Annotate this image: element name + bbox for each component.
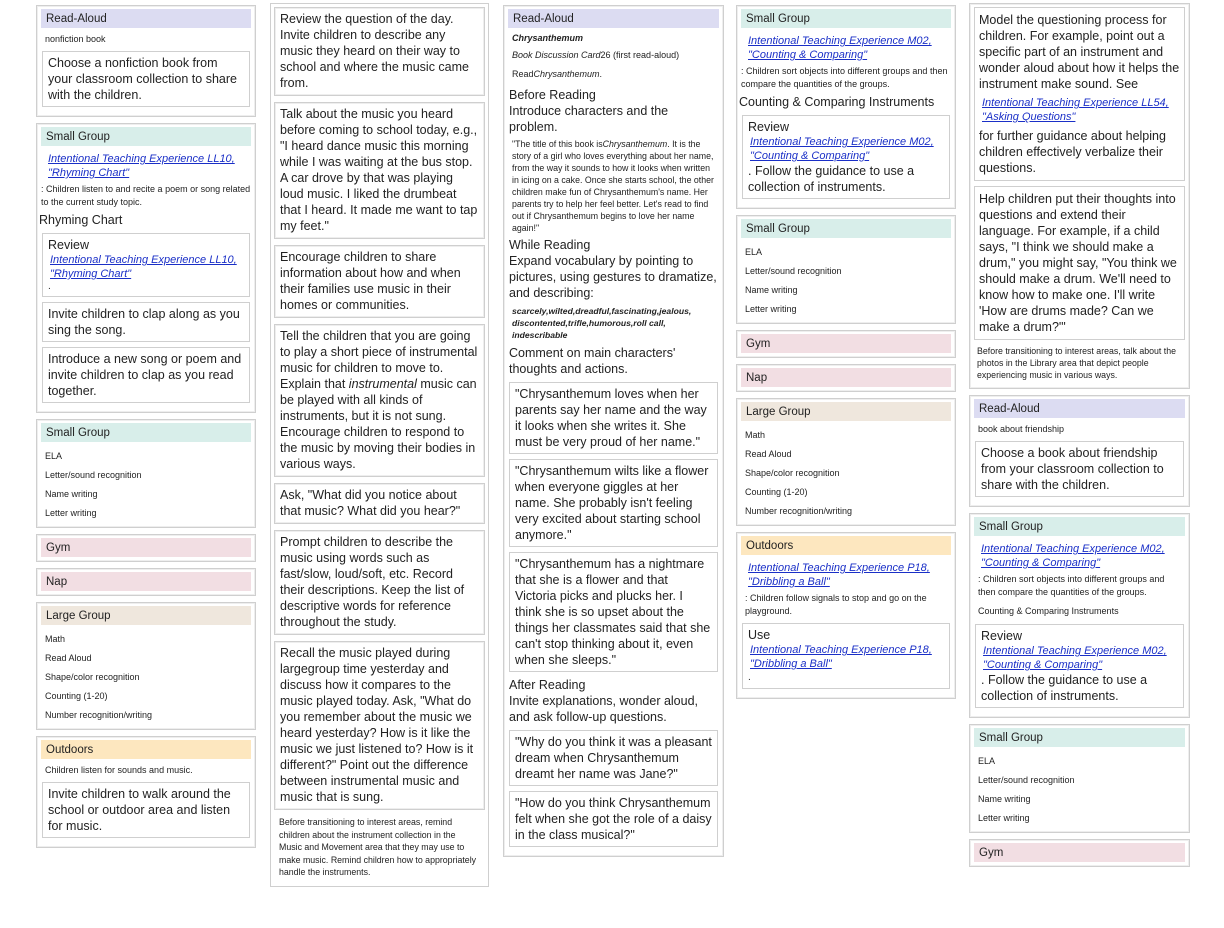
list-item: Number recognition/writing — [745, 506, 853, 516]
card-header: Small Group — [741, 219, 951, 238]
card-header: Small Group — [974, 517, 1185, 536]
column-5 — [969, 3, 1187, 873]
activity-text: Invite children to walk around the school or outdoor area and listen for music. — [42, 782, 250, 838]
activity-text: Recall the music played during largegroup time yesterday and discuss how it compares to the music played today. Ask, "What do you remember about the music we heard yesterday? How is it like the music we just listened to? How is it different?" Point out the difference between instrumental music and music that is sung. — [274, 641, 485, 810]
review-box — [975, 624, 1184, 708]
activity-text: Ask, "What did you notice about that music? What did you hear?" — [274, 483, 485, 524]
gym-card — [36, 534, 256, 562]
list-item: Number recognition/writing — [45, 710, 153, 720]
review-link[interactable]: Intentional Teaching Experience M02, "Counting & Comparing" — [983, 645, 1167, 671]
use-box — [742, 623, 950, 689]
card-header: Large Group — [41, 606, 251, 625]
experience-link[interactable]: Intentional Teaching Experience M02, "Counting & Comparing" — [748, 35, 932, 61]
card-header: Gym — [741, 334, 951, 353]
activity-text: Choose a nonfiction book from your classroom collection to share with the children. — [42, 51, 250, 107]
experience-link[interactable]: Intentional Teaching Experience P18, "Dribbling a Ball" — [748, 562, 930, 588]
card-header: Small Group — [974, 728, 1185, 747]
list-item: Letter/sound recognition — [978, 775, 1075, 785]
card-header: Read-Aloud — [41, 9, 251, 28]
activity-text: Encourage children to share information about how and when their families use music in their homes or communities. — [274, 245, 485, 318]
activity-text: Invite children to clap along as you sing the song. — [42, 302, 250, 342]
list-item: ELA — [745, 247, 763, 257]
activity-text: Prompt children to describe the music using words such as fast/slow, loud/soft, etc. Record their descriptions. Keep the list of descriptive words for reference throughout the study. — [274, 530, 485, 635]
list-item: ELA — [45, 451, 63, 461]
section-text: Introduce characters and the problem. — [509, 104, 669, 134]
outdoors-card — [36, 736, 256, 848]
nap-card — [736, 364, 956, 392]
list-item: Letter/sound recognition — [45, 470, 142, 480]
column-1 — [36, 5, 254, 854]
list-item: Letter writing — [745, 304, 797, 314]
list-item: Name writing — [978, 794, 1031, 804]
activity-text: Choose a book about friendship from your classroom collection to share with the children. — [975, 441, 1184, 497]
readaloud-card — [969, 395, 1190, 507]
review-label: Review — [748, 120, 789, 134]
largegroup-card — [736, 398, 956, 526]
gym-card — [736, 330, 956, 358]
smallgroup-card — [736, 215, 956, 324]
card-header: Small Group — [41, 423, 251, 442]
review-link[interactable]: Intentional Teaching Experience M02, "Counting & Comparing" — [750, 136, 934, 162]
list-item: Letter writing — [45, 508, 97, 518]
list-item: Counting (1-20) — [745, 487, 808, 497]
list-item: Counting (1-20) — [45, 691, 108, 701]
card-header: Nap — [741, 368, 951, 387]
card-subtitle: nonfiction book — [45, 34, 106, 44]
smallgroup-card — [969, 724, 1190, 833]
column-4 — [736, 5, 954, 705]
review-dot: . — [48, 281, 51, 292]
activity-text: Introduce a new song or poem and invite children to clap as you read together. — [42, 347, 250, 403]
activity-title: Rhyming Chart — [39, 213, 123, 227]
card-header: Large Group — [741, 402, 951, 421]
section-title: While Reading — [509, 238, 591, 252]
activity-text: Talk about the music you heard before coming to school today, e.g., "I heard dance music this morning while I was waiting at the bus stop. A car drove by that was playing loud music. I liked the drumbeat that I heard. It made me want to tap my feet." — [274, 102, 485, 239]
section-text: Invite explanations, wonder aloud, and ask follow-up questions. — [509, 694, 699, 724]
list-item: Name writing — [45, 489, 98, 499]
card-header: Read-Aloud — [974, 399, 1185, 418]
activity-title: Counting & Comparing Instruments — [739, 95, 935, 109]
nap-card — [36, 568, 256, 596]
review-link[interactable]: Intentional Teaching Experience LL10, "Rhyming Chart" — [50, 254, 237, 280]
quote-text: "The title of this book isChrysanthemum. It is the story of a girl who loves everything about her name, from the way it sounds to how it looks when written in icing on a cake. Once she starts school, the other children make fun of Chrysanthemum's name. Her parents try to help her feel better. Let's read to find out if Chrysanthemum begins to love her name again!" — [512, 139, 714, 233]
activity-text: Model the questioning process for children. For example, point out a specific part of an instrument and wonder aloud about how it helps the instrument make sound. See Intentional Teaching Experience LL54, "Asking Questions" for further guidance about helping children effectively verbalize their questions. — [974, 7, 1185, 181]
list-item: Math — [745, 430, 766, 440]
experience-desc: : Children sort objects into different groups and then compare the quantities of the groups. — [741, 66, 948, 89]
transition-note: Before transitioning to interest areas, remind children about the instrument collection in the Music and Movement area that they may use to make music. Remind children how to appropriately handle the instruments. — [279, 817, 477, 877]
review-text: . Follow the guidance to use a collection of instruments. — [981, 673, 1148, 703]
quote-box: "Chrysanthemum wilts like a flower when everyone giggles at her name. She probably isn't feeling very excited about starting school anymore." — [509, 459, 718, 547]
review-text: . Follow the guidance to use a collection of instruments. — [748, 164, 915, 194]
column-3 — [503, 5, 721, 863]
activity-text: Help children put their thoughts into questions and extend their language. For example, if a child says, "I think we should make a drum," you might say, "You think we should make a drum. We'll need to know how to make one. I'll write 'How are drums made? Can we make a drum?'" — [974, 186, 1185, 340]
activity-title: Counting & Comparing Instruments — [978, 606, 1119, 616]
card-header: Outdoors — [41, 740, 251, 759]
outdoors-card — [736, 532, 956, 699]
book-title: Chrysanthemum — [512, 33, 584, 43]
smallgroup-card — [36, 123, 256, 413]
experience-desc: : Children listen to and recite a poem or song related to the current study topic. — [41, 184, 251, 207]
experience-desc: : Children follow signals to stop and go on the playground. — [745, 593, 927, 616]
section-text: Expand vocabulary by pointing to pictures, using gestures to dramatize, and describing: — [509, 254, 717, 300]
list-item: Letter writing — [978, 813, 1030, 823]
activity-card — [969, 3, 1190, 389]
vocabulary-words: scarcely,wilted,dreadful,fascinating,jealous, discontented,trifle,humorous,roll call, indescribable — [512, 306, 692, 340]
card-header: Small Group — [741, 9, 951, 28]
section-title: After Reading — [509, 678, 586, 692]
largegroup-card — [36, 602, 256, 730]
card-header: Read-Aloud — [508, 9, 719, 28]
card-header: Gym — [974, 843, 1185, 862]
quote-box: "How do you think Chrysanthemum felt when she got the role of a daisy in the class musical?" — [509, 791, 718, 847]
list-item: Name writing — [745, 285, 798, 295]
card-subtitle: Children listen for sounds and music. — [45, 765, 193, 775]
list-item: Shape/color recognition — [745, 468, 840, 478]
readaloud-card — [503, 5, 724, 857]
section-text: Comment on main characters' thoughts and actions. — [509, 346, 676, 376]
experience-link[interactable]: Intentional Teaching Experience LL10, "Rhyming Chart" — [48, 153, 235, 179]
use-dot: . — [748, 672, 751, 683]
readaloud-card — [36, 5, 256, 117]
list-item: Read Aloud — [45, 653, 92, 663]
activity-text: Review the question of the day. Invite children to describe any music they heard on their way to school and where the music came from. — [274, 7, 485, 96]
quote-box: "Chrysanthemum has a nightmare that she is a flower and that Victoria picks and plucks her. I think she is so upset about the things her classmates said that she can't stop thinking about it, even when she sleeps." — [509, 552, 718, 672]
list-item: ELA — [978, 756, 996, 766]
quote-box: "Chrysanthemum loves when her parents say her name and the way it looks when she writes it. She must be very proud of her name." — [509, 382, 718, 454]
column-2 — [270, 3, 489, 887]
card-header: Outdoors — [741, 536, 951, 555]
list-item: Letter/sound recognition — [745, 266, 842, 276]
card-subtitle: book about friendship — [978, 424, 1065, 434]
transition-note: Before transitioning to interest areas, talk about the photos in the Library area that depict people experiencing music in various ways. — [977, 346, 1177, 380]
discussion-card: Book Discussion Card26 (first read-aloud) — [512, 50, 680, 60]
experience-desc: : Children sort objects into different groups and then compare the quantities of the groups. — [978, 574, 1165, 597]
read-instruction: ReadChrysanthemum. — [512, 69, 603, 79]
review-label: Review — [48, 238, 89, 252]
card-header: Nap — [41, 572, 251, 591]
activity-text: Tell the children that you are going to play a short piece of instrumental music for children to move to. Explain that instrumental music can be played with all kinds of instruments, but it is not sung. Encourage children to respond to the music by moving their bodies in various ways. — [274, 324, 485, 477]
list-item: Shape/color recognition — [45, 672, 140, 682]
use-link[interactable]: Intentional Teaching Experience P18, "Dribbling a Ball" — [750, 644, 932, 670]
review-box — [42, 233, 250, 297]
review-label: Review — [981, 629, 1022, 643]
smallgroup-card — [969, 513, 1190, 718]
list-item: Read Aloud — [745, 449, 792, 459]
quote-box: "Why do you think it was a pleasant dream when Chrysanthemum dreamt her name was Jane?" — [509, 730, 718, 786]
list-item: Math — [45, 634, 66, 644]
card-header: Gym — [41, 538, 251, 557]
gym-card — [969, 839, 1190, 867]
use-label: Use — [748, 628, 771, 642]
smallgroup-card — [736, 5, 956, 209]
card-header: Small Group — [41, 127, 251, 146]
smallgroup-card — [36, 419, 256, 528]
review-box — [742, 115, 950, 199]
experience-link[interactable]: Intentional Teaching Experience M02, "Counting & Comparing" — [981, 543, 1165, 569]
section-title: Before Reading — [509, 88, 596, 102]
experience-link[interactable]: Intentional Teaching Experience LL54, "Asking Questions" — [982, 97, 1169, 123]
